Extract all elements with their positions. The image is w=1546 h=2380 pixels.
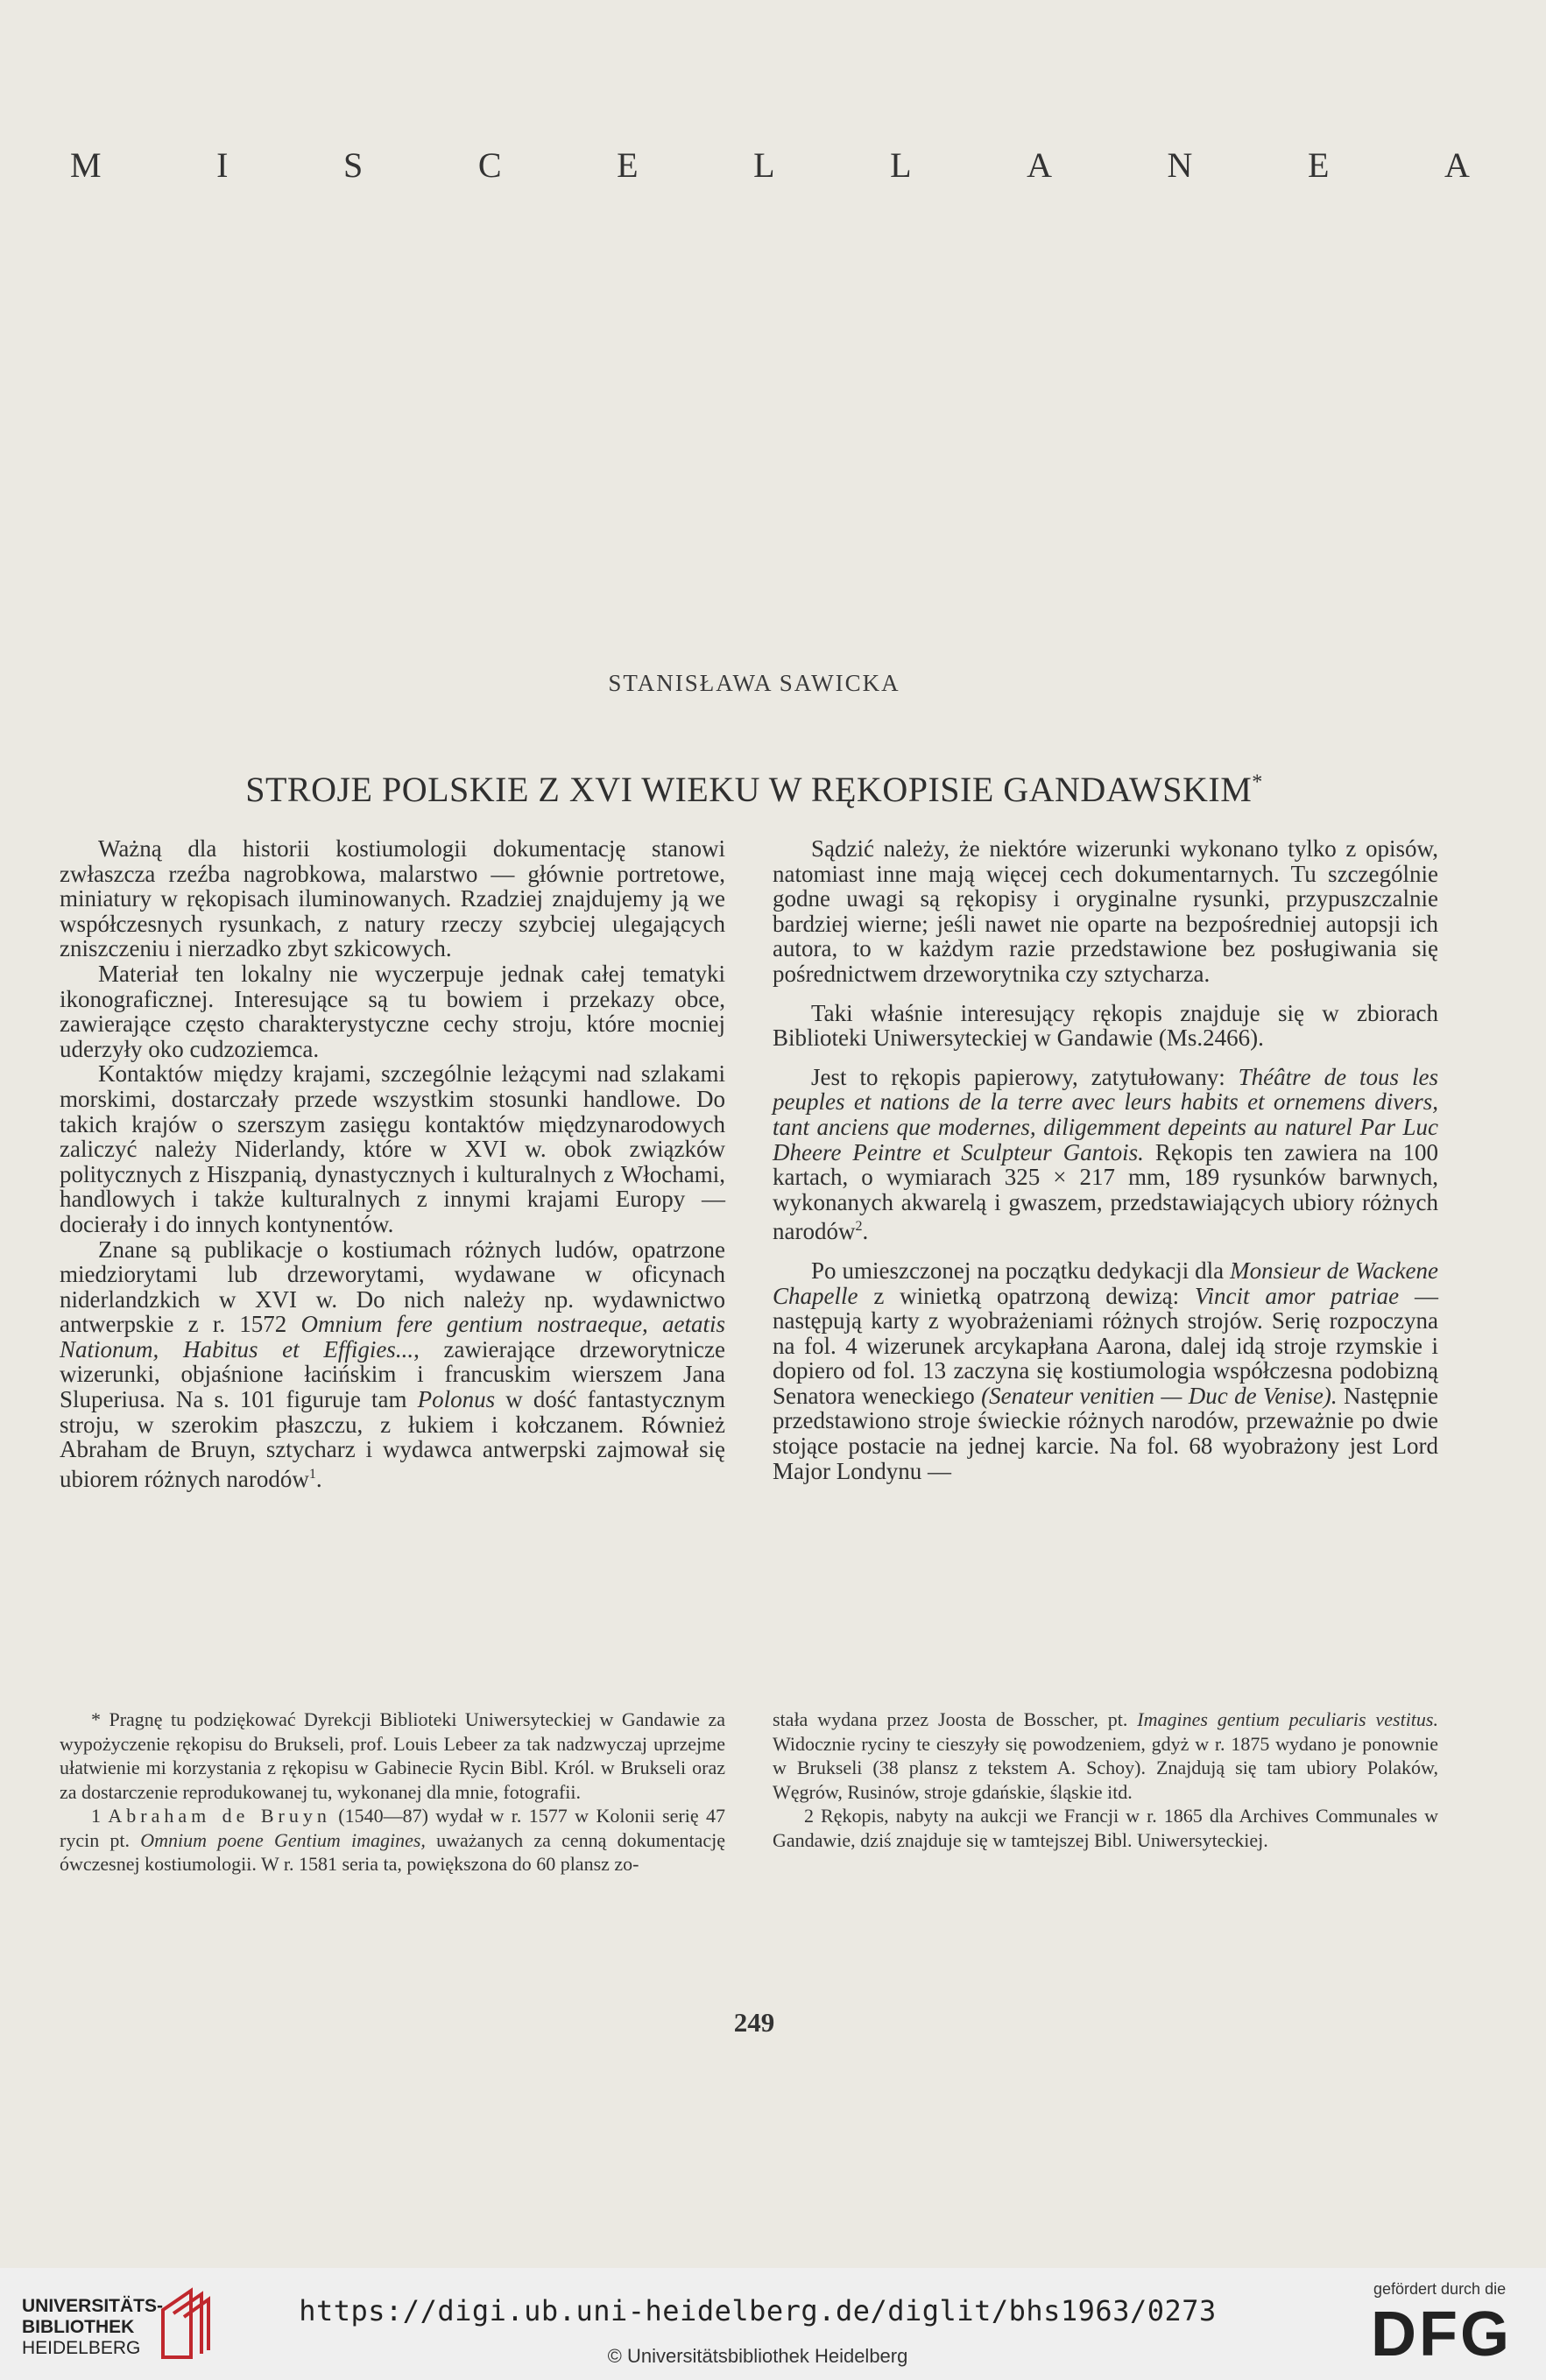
running-head-letter: S <box>343 145 365 185</box>
article-author: STANISŁAWA SAWICKA <box>608 670 900 696</box>
running-head-letter: E <box>1308 145 1331 185</box>
running-head-letter: N <box>1167 145 1195 185</box>
body-column-right <box>773 836 1438 1483</box>
footnote-text: (1540—87) wydał w r. 1577 w Kolonii serię 47 rycin pt. <box>60 1805 726 1851</box>
footnote <box>60 1804 725 1877</box>
running-head-letter: C <box>477 145 504 185</box>
text-run: z winietką opatrzoną dewizą: <box>858 1282 1196 1309</box>
library-name-line: HEIDELBERG <box>22 2338 141 2358</box>
footnote-mark: 1 <box>91 1805 101 1827</box>
italic-term: (Senateur venitien — Duc de Venise). <box>981 1382 1338 1409</box>
footnote-mark: 2 <box>804 1805 814 1827</box>
paragraph <box>773 1258 1438 1483</box>
article-title <box>0 769 1508 810</box>
text-run: Następnie przedstawiono stroje świeckie różnych narodów, przeważnie po dwie stojące postacie na jednej karcie. Na fol. 68 wyobrażony jest Lord Major Londynu — <box>773 1382 1438 1484</box>
footnote-ref[interactable]: 2 <box>855 1219 863 1235</box>
spaced-name: Abraham de Bruyn <box>108 1805 331 1827</box>
permalink-url[interactable]: https://digi.ub.uni-heidelberg.de/diglit/bhs1963/0273 <box>299 2294 1217 2327</box>
text-run: Po umieszczonej na początku dedykacji dla <box>811 1257 1231 1284</box>
footnote-text: Widocznie ryciny te cieszyły się powodzeniem, gdyż w r. 1875 wydano je ponownie w Brukseli (38 plansz z tekstem A. Schoy). Znajdują się tam ubiory Polaków, Węgrów, Rusinów, stroje gdańskie, śląskie itd. <box>773 1732 1438 1803</box>
footnote <box>60 1708 725 1804</box>
footnote-text: Pragnę tu podziękować Dyrekcji Biblioteki Uniwersyteckiej w Gandawie za wypożyczenie rękopisu do Brukseli, prof. Louis Lebeer za tak nadzwyczaj uprzejme ułatwienie mi korzystania z rękopisu w Gabinecie Rycin Bibl. Król. w Brukseli oraz za dostarczenie reprodukowanej tu, wykonanej dla mnie, fotografii. <box>60 1708 726 1803</box>
italic-term: Monsieur de Wackene Chapelle <box>773 1257 1438 1309</box>
copyright-notice: © Universitätsbibliothek Heidelberg <box>607 2345 908 2367</box>
italic-term: Polonus <box>417 1386 496 1413</box>
text-run: Jest to rękopis papierowy, zatytułowany: <box>811 1063 1239 1090</box>
footnote-text: Rękopis, nabyty na aukcji we Francji w r. 1865 dla Archives Communales w Gandawie, dziś znajduje się w tamtejszej Bibl. Uniwersyteckiej. <box>773 1805 1439 1851</box>
text-run: — następują karty z wyobrażeniami różnych strojów. Serię rozpoczyna na fol. 4 wizerunek arcykapłana Aarona, dalej idą stroje rzymskie i dopiero od fol. 13 zaczyna się kostiumologia współczesna podobizną Senatora weneckiego <box>773 1282 1439 1409</box>
running-head-letter: L <box>753 145 777 185</box>
running-head-letter: E <box>617 145 640 185</box>
running-head-letter: M <box>70 145 103 185</box>
italic-title: Imagines gentium peculiaris vestitus. <box>1137 1708 1438 1730</box>
running-head-letter: L <box>890 145 914 185</box>
text-run: Znane są publikacje o kostiumach różnych ludów, opatrzone miedziorytami lub drzeworytami, wydawane w oficynach niderlandzkich w XVI w. Do nich należy np. wydawnictwo antwerpskie z r. 1572 <box>60 1236 725 1338</box>
paragraph: Materiał ten lokalny nie wyczerpuje jednak całej tematyki ikonograficznej. Interesujące są tu bowiem i przekazy obce, zawierające często charakterystyczne cechy stroju, które mocniej uderzyły oko cudzoziemca. <box>60 960 725 1062</box>
footnote-text: stała wydana przez Joosta de Bosscher, pt. <box>773 1708 1138 1730</box>
dfg-logo[interactable]: DFG <box>1371 2299 1512 2369</box>
paragraph: Taki właśnie interesujący rękopis znajduje się w zbiorach Biblioteki Uniwersyteckiej w Gandawie (Ms.2466). <box>773 999 1438 1052</box>
article-title-text: STROJE POLSKIE Z XVI WIEKU W RĘKOPISIE GANDAWSKIM <box>245 770 1253 809</box>
italic-title: Omnium fere gentium nostraeque, aetatis Nationum, Habitus et Effigies... <box>60 1311 725 1363</box>
footnote-text: uważanych za cenną dokumentację ówczesnej kostiumologii. W r. 1581 seria ta, powiększona do 60 plansz zo- <box>60 1828 725 1875</box>
viewer-footer <box>0 2268 1546 2380</box>
text-run: Rękopis ten zawiera na 100 kartach, o wymiarach 325 × 217 mm, 189 rysunków barwnych, wykonanych akwarelą i gwaszem, przedstawiających ubiory różnych narodów <box>773 1138 1438 1245</box>
text-run: w dość fantastycznym stroju, w szerokim płaszczu, z łukiem i kołczanem. Również Abraham de Bruyn, sztycharz i wydawca antwerpski zajmował się ubiorem różnych narodów <box>60 1386 725 1492</box>
footnote <box>773 1804 1438 1852</box>
text-run: . <box>862 1218 869 1245</box>
footnote-mark: * <box>91 1708 101 1730</box>
paragraph: Ważną dla historii kostiumologii dokumentację stanowi zwłaszcza rzeźba nagrobkowa, malarstwo — głównie portretowe, miniatury w rękopisach iluminowanych. Rzadziej znajdujemy ją we współczesnych rysunkach, z natury rzeczy szybciej ulegających zniszczeniu i nierzadko zbyt szkicowych. <box>60 835 725 962</box>
paragraph <box>773 1065 1438 1244</box>
paragraph: Kontaktów między krajami, szczególnie leżącymi nad szlakami morskimi, dostarczały przede wszystkim stosunki handlowe. Do takich krajów o szerszym zasięgu kontaktów międzynarodowych zaliczyć należy Niderlandy, które w XVI w. obok związków politycznych z Hiszpanią, dynastycznych i kulturalnych z Włochami, handlowych i także kulturalnych z innymi krajami Europy — docierały i do innych kontynentów. <box>60 1060 725 1237</box>
body-column-left <box>60 836 725 1491</box>
italic-title: Omnium poene Gentium imagines, <box>140 1828 426 1851</box>
running-head <box>70 144 1472 186</box>
title-footnote-mark: * <box>1252 771 1263 794</box>
library-name-line: BIBLIOTHEK <box>22 2317 135 2337</box>
footnote-continuation <box>773 1708 1438 1804</box>
running-head-letter: I <box>216 145 230 185</box>
italic-title: Théâtre de tous les peuples et nations de la terre avec leurs habits et ornemens divers, tant anciens que modernes, diligemment depeints au naturel Par Luc Dheere Peintre et Sculpteur Gantois. <box>773 1063 1438 1165</box>
library-name-line: UNIVERSITÄTS- <box>22 2296 164 2316</box>
page-number: 249 <box>733 2007 775 2038</box>
footnotes-left <box>60 1708 725 1877</box>
running-head-letter: A <box>1027 145 1054 185</box>
footnote-ref[interactable]: 1 <box>308 1466 316 1482</box>
footnotes-right <box>773 1708 1438 1852</box>
italic-term: Vincit amor patriae <box>1195 1282 1400 1309</box>
text-run: . <box>315 1465 322 1492</box>
text-run: , zawierające drzeworytnicze wizerunki, objaśnione łacińskim i francuskim wierszem Jana Sluperiusa. Na s. 101 figuruje tam <box>60 1335 725 1413</box>
paragraph: Sądzić należy, że niektóre wizerunki wykonano tylko z opisów, natomiast inne mają więcej cech dokumentarnych. Tu szczególnie godne uwagi są rękopisy i oryginalne rysunki, przypuszczalnie bardziej wierne; jeśli nawet nie oparte na bezpośredniej autopsji ich autora, to w każdym razie przedstawione bez posługiwania się pośrednictwem drzeworytnika czy sztycharza. <box>773 835 1438 987</box>
funder-label: gefördert durch die <box>1373 2280 1507 2298</box>
paragraph <box>60 1237 725 1492</box>
running-head-letter: A <box>1444 145 1472 185</box>
